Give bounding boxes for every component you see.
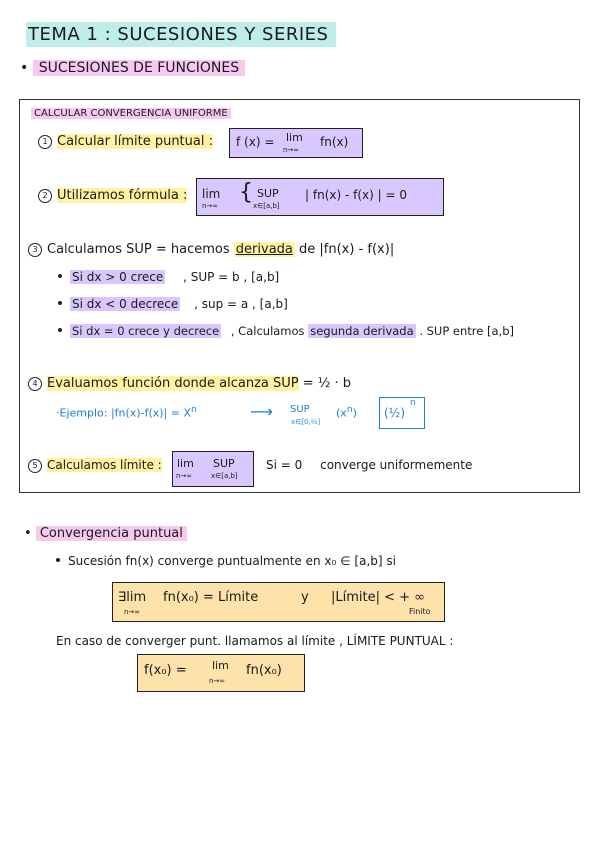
final-lim-sub: n→∞ [209,677,226,685]
formula-lim-sub: n→∞ [202,202,219,210]
bullet-row [58,297,288,311]
page-title-text: TEMA 1 : SUCESIONES Y SERIES [28,24,329,45]
step-number: 1 [38,135,52,149]
step-5-condition [266,458,472,472]
step-3-rest: de |fn(x) - f(x)| [299,242,395,257]
bullet-condition: Si dx < 0 decrece [72,297,179,311]
example-arrow: ⟶ [250,402,273,421]
box-finite: Finito [409,607,431,616]
step-3-highlight: derivada [235,242,293,257]
formula-sup-sub: x∈[a,b] [253,202,280,210]
step-number: 2 [38,189,52,203]
formula-lim: lim [177,457,194,470]
pointwise-text: Sucesión fn(x) converge puntualmente en x₀ ∈ [a,b] si [68,554,396,568]
formula-lim-sub: n→∞ [176,472,193,480]
pointwise-box [112,582,445,622]
example-sup-sub: x∈[0,½] [291,418,321,426]
step-2 [38,188,187,203]
example-result-box [379,397,425,429]
bullet-result: , sup = a , [a,b] [194,297,288,311]
step-5-formula [172,451,254,487]
bullet-dot [56,558,60,562]
box-bound: |Límite| < + ∞ [331,590,425,605]
step-number: 4 [28,377,42,391]
bullet-condition: Si dx > 0 crece [72,270,164,284]
bullet-dot [58,274,62,278]
formula-expr: | fn(x) - f(x) | = 0 [305,188,407,202]
example-row [56,404,197,420]
box-exists: ∃lim [118,590,147,605]
step-3-text: Calculamos SUP = hacemos [47,242,230,257]
step-5 [28,458,162,473]
step-5-text: Calculamos límite : [47,458,162,472]
formula-lim: lim [286,131,303,144]
pointwise-note-text: En caso de converger punt. llamamos al límite , LÍMITE PUNTUAL : [56,634,454,648]
formula-sup: SUP [257,187,279,200]
step-1 [38,134,213,149]
example-paren-open: (x [336,406,347,420]
formula-brace: { [239,180,253,205]
final-left: f(x₀) = [144,663,187,678]
section-heading-text: Convergencia puntual [36,526,187,541]
box-expr: fn(x₀) = Límite [163,590,259,605]
box-heading-text: CALCULAR CONVERGENCIA UNIFORME [34,108,228,119]
convergence-box [19,99,580,493]
formula-sup-sub: x∈[a,b] [211,472,238,480]
step-5-cond: Si = 0 [266,458,303,472]
final-lim: lim [212,659,229,672]
example-paren-exp: n [346,404,353,415]
section-bullet: • [24,526,32,541]
box-exists-sub: n→∞ [124,608,141,616]
formula-right: fn(x) [320,135,349,149]
example-result-exp: n [410,398,416,408]
step-5-conclusion: converge uniformemente [320,458,473,472]
example-sup: SUP [290,404,310,415]
pointwise-line [56,554,396,568]
bullet-row [58,324,514,338]
bullet-result: , SUP = b , [a,b] [183,270,280,284]
formula-lim-sub: n→∞ [283,146,300,154]
bullet-result: , Calculamos [230,324,305,338]
box-heading [31,108,231,119]
step-4-suffix: = ½ · b [302,376,352,391]
bullet-row [58,270,279,284]
step-number: 5 [28,459,42,473]
example-paren-close: ) [352,406,357,420]
example-result: (½) [384,406,405,420]
bullet-condition: Si dx = 0 crece y decrece [72,324,220,338]
step-3 [28,242,394,257]
step-number: 3 [28,243,42,257]
final-right: fn(x₀) [246,663,282,678]
section-heading-text: SUCESIONES DE FUNCIONES [33,60,245,76]
step-1-text: Calcular límite puntual : [57,134,213,149]
example-label: ·Ejemplo: |fn(x)-f(x)| = X [56,406,191,420]
step-4-text: Evaluamos función donde alcanza SUP [47,376,299,391]
bullet-extra: segunda derivada [310,324,414,338]
box-y: y [301,590,309,605]
formula-lim: lim [202,187,221,201]
step-1-formula [229,128,363,158]
step-2-text: Utilizamos fórmula : [57,188,188,203]
section-bullet: • [20,60,29,76]
section-heading-sucesiones [20,60,245,76]
formula-left: f (x) = [236,135,275,149]
example-exp: n [191,404,197,415]
step-4 [28,376,351,391]
bullet-tail: . SUP entre [a,b] [419,324,514,338]
formula-sup: SUP [213,457,235,470]
section-heading-puntual [24,526,187,541]
pointwise-note [56,634,453,648]
page-title [26,22,336,47]
bullet-dot [58,301,62,305]
bullet-dot [58,328,62,332]
pointwise-final-box [137,654,305,692]
example-paren [336,404,357,420]
step-2-formula [196,178,444,216]
